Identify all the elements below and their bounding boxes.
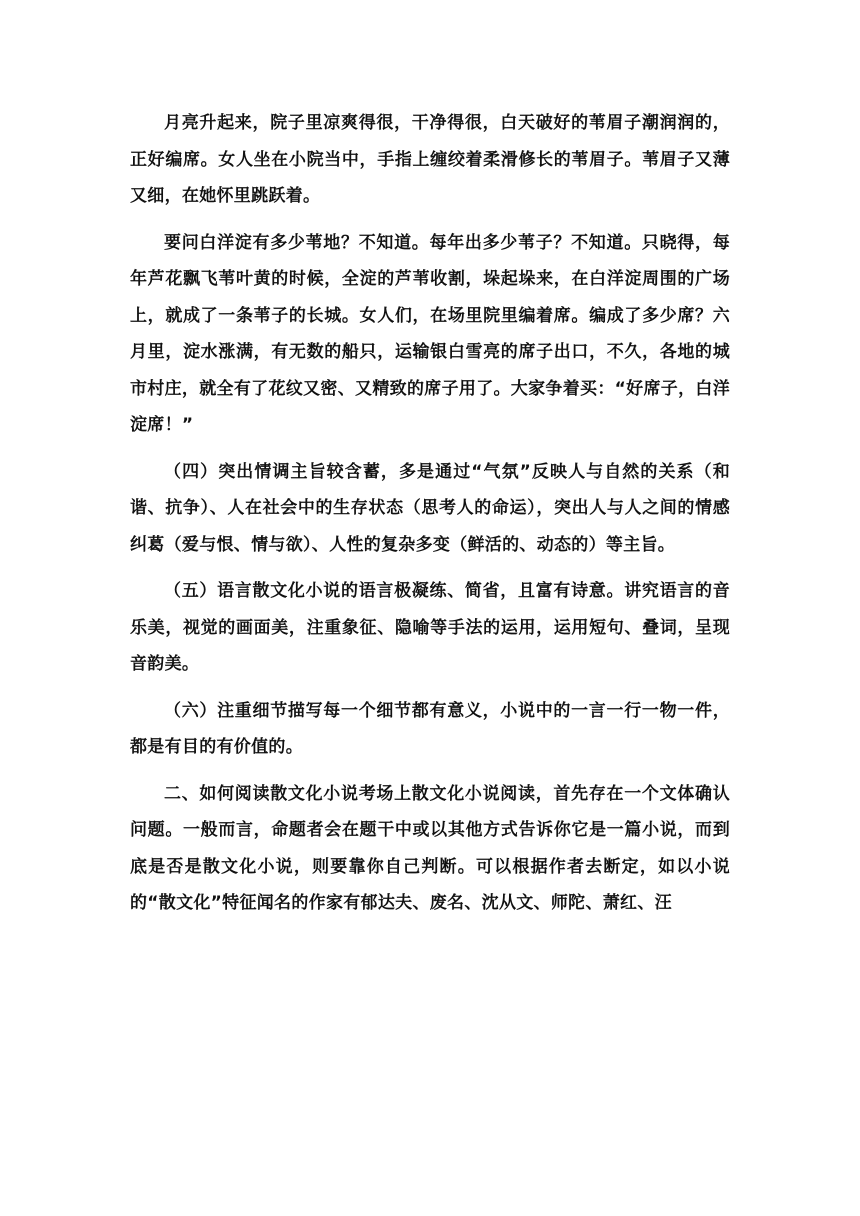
paragraph-section-5-language: （五）语言散文化小说的语言极凝练、简省，且富有诗意。讲究语言的音乐美，视觉的画面美，注重象征、隐喻等手法的运用，运用短句、叠词，呈现音韵美。 — [130, 581, 730, 674]
paragraph-part-2-how-to-read: 二、如何阅读散文化小说考场上散文化小说阅读，首先存在一个文体确认问题。一般而言，命题者会在题干中或以其他方式告诉你它是一篇小说，而到底是否是散文化小说，则要靠你自己判断。可以根据作者去断定，如以小说的“散文化”特征闻名的作家有郁达夫、废名、沈从文、师陀、萧红、汪 — [130, 783, 730, 913]
paragraph-baiyangdian-reeds: 要问白洋淀有多少苇地？不知道。每年出多少苇子？不知道。只晓得，每年芦花飘飞苇叶黄的时候，全淀的芦苇收割，垛起垛来，在白洋淀周围的广场上，就成了一条苇子的长城。女人们，在场里院里编着席。编成了多少席？六月里，淀水涨满，有无数的船只，运输银白雪亮的席子出口，不久，各地的城市村庄，就全有了花纹又密、又精致的席子用了。大家争着买：“好席子，白洋淀席！” — [130, 232, 730, 435]
paragraph-moonlit-courtyard: 月亮升起来，院子里凉爽得很，干净得很，白天破好的苇眉子潮润润的，正好编席。女人坐在小院当中，手指上缠绞着柔滑修长的苇眉子。苇眉子又薄又细，在她怀里跳跃着。 — [130, 113, 730, 206]
document-page — [130, 105, 730, 932]
paragraph-section-6-details: （六）注重细节描写每一个细节都有意义，小说中的一言一行一物一件，都是有目的有价值的。 — [130, 700, 730, 757]
paragraph-section-4-theme: （四）突出情调主旨较含蓄，多是通过“气氛”反映人与自然的关系（和谐、抗争）、人在社会中的生存状态（思考人的命运），突出人与人之间的情感纠葛（爱与恨、情与欲）、人性的复杂多变（鲜活的、动态的）等主旨。 — [130, 461, 730, 555]
